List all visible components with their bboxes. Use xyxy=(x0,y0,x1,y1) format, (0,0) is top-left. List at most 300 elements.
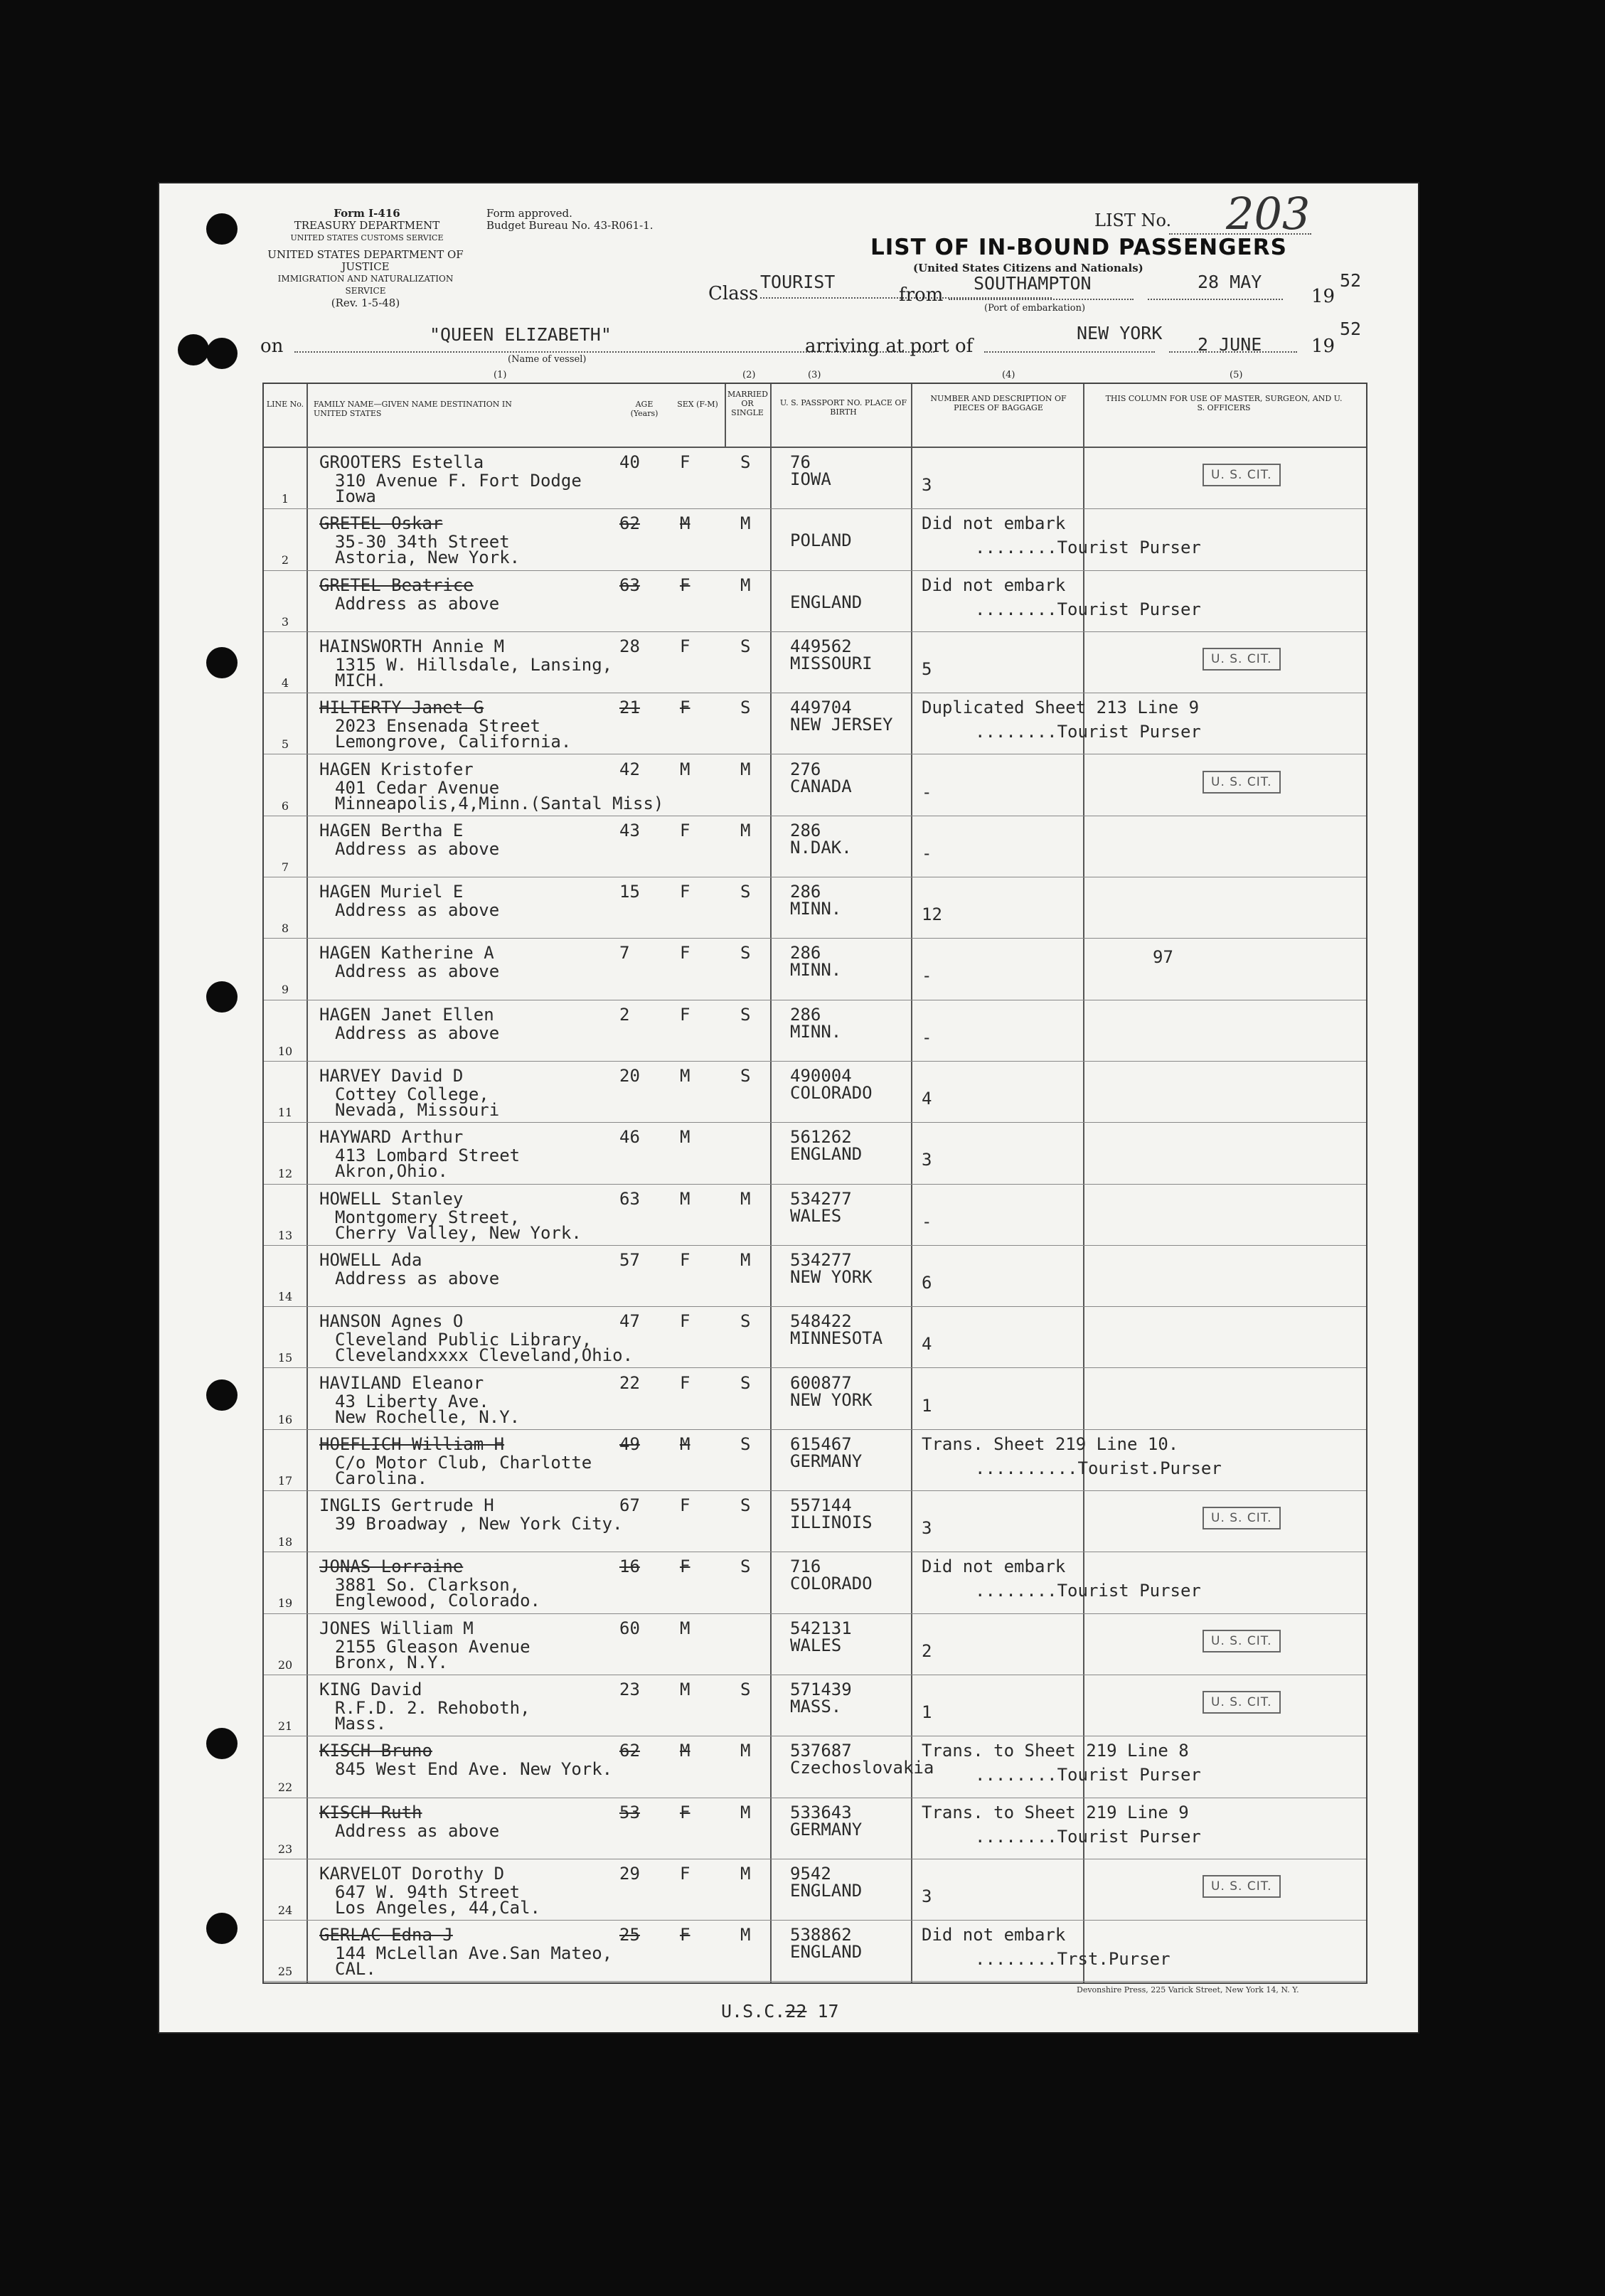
passenger-name: HAGEN Janet Ellen xyxy=(319,1004,494,1025)
place-of-birth: N.DAK. xyxy=(790,837,852,858)
marital-status: S xyxy=(740,1433,751,1454)
passenger-age: 28 xyxy=(619,636,640,656)
col-num-2: (2) xyxy=(742,370,756,380)
line-number: 19 xyxy=(277,1596,293,1611)
officer-note: ........Tourist Purser xyxy=(975,1581,1201,1601)
address-line-2: Los Angeles, 44,Cal. xyxy=(335,1897,540,1918)
passenger-name: HOEFLICH William H xyxy=(319,1433,505,1454)
address-line-2: Englewood, Colorado. xyxy=(335,1591,540,1611)
place-of-birth: COLORADO xyxy=(790,1083,873,1103)
col-header-sex: SEX (F-M) xyxy=(677,400,718,409)
table-row xyxy=(264,1491,1366,1552)
passenger-age: 62 xyxy=(619,1741,640,1761)
passenger-name: HAGEN Muriel E xyxy=(319,882,464,902)
place-of-birth: MASS. xyxy=(790,1697,842,1716)
baggage: 12 xyxy=(922,904,942,925)
passenger-sex: F xyxy=(680,882,690,902)
passenger-age: 15 xyxy=(619,882,640,902)
marital-status: S xyxy=(740,1680,751,1699)
line-number: 21 xyxy=(277,1719,293,1733)
line-number: 15 xyxy=(277,1351,293,1365)
address-line-2: CAL. xyxy=(335,1959,376,1980)
list-no-value: 203 xyxy=(1226,188,1311,240)
marital-status: S xyxy=(740,882,751,902)
passenger-sex: F xyxy=(680,1249,690,1270)
line-number: 6 xyxy=(281,799,289,813)
marital-status: M xyxy=(740,1249,751,1270)
passenger-sex: F xyxy=(680,452,690,472)
baggage: Trans. to Sheet 219 Line 9 xyxy=(922,1802,1189,1822)
table-row xyxy=(264,1307,1366,1368)
address-line-1: Address as above xyxy=(335,961,500,982)
col-header-age: AGE (Years) xyxy=(630,400,658,418)
passenger-age: 16 xyxy=(619,1557,640,1577)
depart-date: 28 MAY xyxy=(1198,272,1262,292)
passenger-age: 62 xyxy=(619,513,640,534)
col-header-passport: U. S. PASSPORT NO. PLACE OF BIRTH xyxy=(779,398,907,417)
col-header-baggage: NUMBER AND DESCRIPTION OF PIECES OF BAGGAGE xyxy=(930,394,1067,412)
address-line-1: 401 Cedar Avenue xyxy=(335,777,500,798)
passenger-sex: M xyxy=(680,1127,690,1148)
passenger-rows xyxy=(264,448,1366,1982)
passport-number: 9542 xyxy=(790,1863,831,1884)
marital-status: S xyxy=(740,1372,751,1393)
arriving-label: arriving at port of xyxy=(805,336,974,357)
passenger-sex: F xyxy=(680,1863,690,1884)
officer-note: ........Tourist Purser xyxy=(975,722,1201,742)
passenger-sex: F xyxy=(680,1495,690,1516)
address-line-1: Address as above xyxy=(335,838,500,859)
passenger-name: KISCH Ruth xyxy=(319,1802,422,1822)
marital-status: S xyxy=(740,452,751,472)
passenger-age: 7 xyxy=(619,943,630,963)
passenger-age: 63 xyxy=(619,575,640,595)
baggage: 6 xyxy=(922,1272,932,1293)
col-header-married: MARRIED OR SINGLE xyxy=(727,390,768,417)
page-subtitle: (United States Citizens and Nationals) xyxy=(913,262,1143,274)
col-num-4: (4) xyxy=(1002,370,1015,380)
marital-status: M xyxy=(740,1188,751,1209)
address-line-1: 1315 W. Hillsdale, Lansing, xyxy=(335,654,613,675)
passenger-age: 47 xyxy=(619,1311,640,1332)
passenger-age: 23 xyxy=(619,1680,640,1699)
passport-number: 716 xyxy=(790,1557,821,1577)
passport-number: 534277 xyxy=(790,1188,852,1209)
marital-status: S xyxy=(740,1311,751,1332)
passenger-name: HOWELL Ada xyxy=(319,1249,422,1270)
passenger-name: HAVILAND Eleanor xyxy=(319,1372,484,1393)
col-num-3: (3) xyxy=(808,370,821,380)
passenger-name: HAGEN Bertha E xyxy=(319,820,464,840)
place-of-birth: MINNESOTA xyxy=(790,1328,883,1349)
officer-note: ........Trst.Purser xyxy=(975,1949,1171,1970)
line-number: 3 xyxy=(281,614,289,629)
passenger-age: 22 xyxy=(619,1372,640,1393)
passenger-sex: M xyxy=(680,1680,690,1699)
place-of-birth: COLORADO xyxy=(790,1574,873,1594)
table-row xyxy=(264,1185,1366,1246)
marital-status: S xyxy=(740,943,751,963)
us-citizen-stamp: U. S. CIT. xyxy=(1203,1507,1281,1529)
table-row xyxy=(264,571,1366,632)
address-line-2: Clevelandxxxx Cleveland,Ohio. xyxy=(335,1345,634,1366)
passenger-sex: F xyxy=(680,943,690,963)
line-number: 22 xyxy=(277,1780,293,1795)
address-line-2: Cherry Valley, New York. xyxy=(335,1222,582,1243)
marital-status: M xyxy=(740,1802,751,1822)
passenger-age: 25 xyxy=(619,1925,640,1945)
place-of-birth: ENGLAND xyxy=(790,1144,863,1165)
address-line-1: 2155 Gleason Avenue xyxy=(335,1636,530,1657)
depart-year-prefix: 19 xyxy=(1311,286,1335,307)
passenger-name: JONAS Lorraine xyxy=(319,1557,464,1577)
form-header-treasury: Form I-416 TREASURY DEPARTMENT UNITED STATES CUSTOMS SERVICE xyxy=(290,207,444,242)
on-label: on xyxy=(260,336,284,357)
address-line-1: 43 Liberty Ave. xyxy=(335,1391,489,1411)
passenger-table xyxy=(262,383,1367,1984)
baggage: Did not embark xyxy=(922,575,1066,595)
passenger-sex: M xyxy=(680,759,690,779)
baggage: - xyxy=(922,781,932,802)
baggage: 1 xyxy=(922,1702,932,1722)
line-number: 23 xyxy=(277,1842,293,1856)
passenger-name: GROOTERS Estella xyxy=(319,452,484,472)
address-line-2: Lemongrove, California. xyxy=(335,732,572,752)
passenger-name: HAINSWORTH Annie M xyxy=(319,636,505,656)
baggage: 5 xyxy=(922,658,932,679)
passport-number: 533643 xyxy=(790,1802,852,1822)
address-line-1: C/o Motor Club, Charlotte xyxy=(335,1452,592,1473)
passport-number: 537687 xyxy=(790,1741,852,1761)
passenger-sex: F xyxy=(680,1557,690,1577)
address-line-1: 35-30 34th Street xyxy=(335,532,510,552)
us-citizen-stamp: U. S. CIT. xyxy=(1203,1630,1281,1652)
table-row xyxy=(264,693,1366,754)
passport-number: 542131 xyxy=(790,1618,852,1638)
address-line-2: Nevada, Missouri xyxy=(335,1100,500,1120)
table-row xyxy=(264,1000,1366,1062)
passenger-sex: M xyxy=(680,513,690,534)
passenger-age: 2 xyxy=(619,1004,630,1025)
passport-number: 449562 xyxy=(790,636,852,656)
place-of-birth: MINN. xyxy=(790,1021,842,1042)
baggage: 4 xyxy=(922,1334,932,1355)
passenger-age: 20 xyxy=(619,1066,640,1086)
place-of-birth: MISSOURI xyxy=(790,653,873,673)
address-line-1: Cottey College, xyxy=(335,1084,489,1104)
officer-note: ........Tourist Purser xyxy=(975,599,1201,619)
line-number: 18 xyxy=(277,1535,293,1549)
place-of-birth: ENGLAND xyxy=(790,1880,863,1901)
place-of-birth: WALES xyxy=(790,1635,842,1655)
baggage: Did not embark xyxy=(922,1925,1066,1945)
passport-number: 286 xyxy=(790,1004,821,1025)
passenger-name: GERLAC Edna J xyxy=(319,1925,453,1945)
address-line-2: Bronx, N.Y. xyxy=(335,1652,448,1672)
address-line-1: Address as above xyxy=(335,1268,500,1288)
marital-status: M xyxy=(740,1925,751,1945)
table-row xyxy=(264,816,1366,877)
table-row xyxy=(264,1552,1366,1613)
us-citizen-stamp: U. S. CIT. xyxy=(1203,648,1281,671)
baggage: 3 xyxy=(922,1886,932,1906)
baggage: Trans. Sheet 219 Line 10. xyxy=(922,1433,1179,1454)
marital-status: S xyxy=(740,1557,751,1577)
line-number: 5 xyxy=(281,737,289,752)
passport-number: 534277 xyxy=(790,1249,852,1270)
from-label: from xyxy=(899,284,944,306)
footer-usc-number: 17 xyxy=(817,2001,839,2022)
address-line-2: Minneapolis,4,Minn.(Santal Miss) xyxy=(335,793,664,813)
address-line-1: Address as above xyxy=(335,900,500,921)
passenger-name: HAGEN Kristofer xyxy=(319,759,474,779)
line-number: 14 xyxy=(277,1289,293,1303)
col-num-1: (1) xyxy=(494,370,507,380)
officer-note: ..........Tourist.Purser xyxy=(975,1458,1222,1478)
place-of-birth: NEW YORK xyxy=(790,1389,873,1410)
passenger-sex: F xyxy=(680,1925,690,1945)
table-row xyxy=(264,939,1366,1000)
table-row xyxy=(264,1798,1366,1859)
address-line-2: Akron,Ohio. xyxy=(335,1161,448,1182)
address-line-2: MICH. xyxy=(335,670,387,690)
binder-hole xyxy=(206,647,238,678)
passport-number: 490004 xyxy=(790,1066,852,1086)
address-line-1: 2023 Ensenada Street xyxy=(335,716,540,737)
address-line-1: 3881 So. Clarkson, xyxy=(335,1575,521,1596)
line-number: 7 xyxy=(281,860,289,874)
line-number: 20 xyxy=(277,1657,293,1672)
arrival-year: 52 xyxy=(1340,319,1362,339)
officer-note: 97 xyxy=(1153,947,1173,968)
passenger-age: 40 xyxy=(619,452,640,472)
marital-status: M xyxy=(740,759,751,779)
us-citizen-stamp: U. S. CIT. xyxy=(1203,1691,1281,1714)
binder-hole xyxy=(206,1728,238,1759)
baggage: - xyxy=(922,1027,932,1047)
place-of-birth: IOWA xyxy=(790,469,831,489)
line-number: 25 xyxy=(277,1965,293,1979)
address-line-1: 144 McLellan Ave.San Mateo, xyxy=(335,1943,613,1964)
marital-status: S xyxy=(740,1004,751,1025)
passport-number: 449704 xyxy=(790,698,852,718)
baggage: 3 xyxy=(922,1518,932,1539)
form-header-justice: UNITED STATES DEPARTMENT OF JUSTICE IMMIGRATION AND NATURALIZATION SERVICE (Rev. 1-5-48) xyxy=(267,248,464,309)
passport-number: 538862 xyxy=(790,1925,852,1945)
address-line-2: Mass. xyxy=(335,1714,387,1734)
passport-number: 561262 xyxy=(790,1127,852,1148)
line-number: 13 xyxy=(277,1228,293,1242)
port-caption: (Port of embarkation) xyxy=(984,303,1086,314)
passenger-name: GRETEL Oskar xyxy=(319,513,443,534)
passenger-sex: F xyxy=(680,698,690,718)
binder-hole xyxy=(178,334,209,365)
row-rule xyxy=(264,1981,1366,1982)
passenger-sex: M xyxy=(680,1066,690,1086)
manifest-sheet xyxy=(159,183,1418,2032)
passenger-sex: F xyxy=(680,1311,690,1332)
passenger-sex: F xyxy=(680,1802,690,1822)
marital-status: M xyxy=(740,820,751,840)
table-row xyxy=(264,1123,1366,1184)
table-row xyxy=(264,1369,1366,1430)
depart-year: 52 xyxy=(1340,270,1362,291)
passenger-name: HOWELL Stanley xyxy=(319,1188,464,1209)
passenger-age: 67 xyxy=(619,1495,640,1516)
table-row xyxy=(264,1430,1366,1491)
address-line-1: 39 Broadway , New York City. xyxy=(335,1514,623,1534)
arrival-year-prefix: 19 xyxy=(1311,336,1335,357)
address-line-1: Montgomery Street, xyxy=(335,1207,521,1227)
table-row xyxy=(264,1675,1366,1736)
from-underline xyxy=(949,299,1134,300)
baggage: 3 xyxy=(922,475,932,495)
passenger-name: KISCH Bruno xyxy=(319,1741,432,1761)
passenger-sex: F xyxy=(680,575,690,595)
table-row xyxy=(264,755,1366,816)
line-number: 4 xyxy=(281,676,289,690)
vessel-caption: (Name of vessel) xyxy=(508,354,587,365)
table-row xyxy=(264,1921,1366,1982)
depart-date-underline xyxy=(1148,299,1283,300)
us-citizen-stamp: U. S. CIT. xyxy=(1203,464,1281,486)
passenger-age: 49 xyxy=(619,1433,640,1454)
baggage: - xyxy=(922,843,932,863)
table-row xyxy=(264,448,1366,509)
line-number: 8 xyxy=(281,922,289,936)
marital-status: S xyxy=(740,698,751,718)
table-row xyxy=(264,1736,1366,1798)
passport-number: 76 xyxy=(790,452,811,472)
address-line-1: R.F.D. 2. Rehoboth, xyxy=(335,1698,530,1718)
table-row xyxy=(264,1614,1366,1675)
line-number: 1 xyxy=(281,492,289,506)
list-no-label: LIST No. xyxy=(1094,210,1172,230)
us-citizen-stamp: U. S. CIT. xyxy=(1203,771,1281,794)
passenger-sex: M xyxy=(680,1433,690,1454)
page-title: LIST OF IN-BOUND PASSENGERS xyxy=(870,235,1287,260)
line-number: 12 xyxy=(277,1167,293,1181)
place-of-birth: GERMANY xyxy=(790,1819,863,1840)
baggage: 3 xyxy=(922,1150,932,1170)
vessel-name: "QUEEN ELIZABETH" xyxy=(430,324,612,345)
passenger-age: 63 xyxy=(619,1188,640,1209)
binder-hole xyxy=(206,213,238,245)
baggage: Trans. to Sheet 219 Line 8 xyxy=(922,1741,1189,1761)
passenger-name: JONES William M xyxy=(319,1618,474,1638)
arrival-port: NEW YORK xyxy=(1077,323,1163,343)
passport-number: 276 xyxy=(790,759,821,779)
passenger-age: 53 xyxy=(619,1802,640,1822)
place-of-birth: MINN. xyxy=(790,899,842,919)
col-num-5: (5) xyxy=(1230,370,1243,380)
table-row xyxy=(264,509,1366,570)
baggage: Duplicated Sheet 213 Line 9 xyxy=(922,698,1200,718)
passenger-name: KING David xyxy=(319,1680,422,1699)
address-line-1: Cleveland Public Library, xyxy=(335,1330,592,1350)
line-number: 11 xyxy=(277,1106,293,1119)
passport-number: 286 xyxy=(790,943,821,963)
officer-note: ........Tourist Purser xyxy=(975,538,1201,558)
passport-number: 571439 xyxy=(790,1680,852,1699)
address-line-1: Address as above xyxy=(335,593,500,614)
marital-status: M xyxy=(740,1741,751,1761)
arrival-port-underline xyxy=(984,351,1155,353)
table-row xyxy=(264,1246,1366,1307)
passenger-sex: M xyxy=(680,1741,690,1761)
baggage: Did not embark xyxy=(922,1557,1066,1577)
table-row xyxy=(264,1062,1366,1123)
binder-hole xyxy=(206,338,238,369)
col-header-line-no: LINE No. xyxy=(266,400,304,409)
passport-number: 600877 xyxy=(790,1372,852,1393)
place-of-birth: ENGLAND xyxy=(790,592,863,612)
binder-hole xyxy=(206,1913,238,1944)
passenger-sex: M xyxy=(680,1188,690,1209)
passenger-age: 60 xyxy=(619,1618,640,1638)
passport-number: 286 xyxy=(790,820,821,840)
col-header-name: FAMILY NAME—GIVEN NAME DESTINATION IN UNITED STATES xyxy=(314,400,512,418)
place-of-birth: NEW JERSEY xyxy=(790,715,893,735)
line-number: 17 xyxy=(277,1473,293,1488)
passenger-age: 57 xyxy=(619,1249,640,1270)
arrival-date-underline xyxy=(1169,351,1297,353)
passport-number: 615467 xyxy=(790,1433,852,1454)
passenger-sex: F xyxy=(680,1004,690,1025)
place-of-birth: Czechoslovakia xyxy=(790,1758,934,1778)
passenger-age: 46 xyxy=(619,1127,640,1148)
passenger-age: 43 xyxy=(619,820,640,840)
passenger-sex: M xyxy=(680,1618,690,1638)
address-line-2: Astoria, New York. xyxy=(335,548,521,568)
marital-status: M xyxy=(740,575,751,595)
marital-status: S xyxy=(740,1066,751,1086)
line-number: 10 xyxy=(277,1044,293,1058)
address-line-1: 413 Lombard Street xyxy=(335,1146,521,1166)
passenger-name: KARVELOT Dorothy D xyxy=(319,1863,505,1884)
line-number: 2 xyxy=(281,553,289,567)
us-citizen-stamp: U. S. CIT. xyxy=(1203,1875,1281,1898)
baggage: 4 xyxy=(922,1089,932,1109)
address-line-1: Address as above xyxy=(335,1820,500,1841)
class-label: Class xyxy=(708,283,759,304)
place-of-birth: CANADA xyxy=(790,776,852,796)
from-value: SOUTHAMPTON xyxy=(974,273,1092,294)
address-line-1: Address as above xyxy=(335,1022,500,1043)
place-of-birth: NEW YORK xyxy=(790,1266,873,1287)
binder-hole xyxy=(206,1379,238,1411)
line-number: 24 xyxy=(277,1903,293,1917)
marital-status: M xyxy=(740,513,751,534)
place-of-birth: POLAND xyxy=(790,530,852,551)
passenger-sex: F xyxy=(680,820,690,840)
passport-number: 548422 xyxy=(790,1311,852,1332)
marital-status: S xyxy=(740,636,751,656)
officer-note: ........Tourist Purser xyxy=(975,1826,1201,1847)
officer-note: ........Tourist Purser xyxy=(975,1765,1201,1785)
passenger-age: 29 xyxy=(619,1863,640,1884)
table-row xyxy=(264,632,1366,693)
form-approval: Form approved. Budget Bureau No. 43-R061-1. xyxy=(486,207,654,232)
footer-usc-label: U.S.C. xyxy=(721,2001,786,2022)
address-line-2: Carolina. xyxy=(335,1468,428,1488)
place-of-birth: WALES xyxy=(790,1205,842,1226)
footer-usc xyxy=(721,2001,839,2022)
arrival-date: 2 JUNE xyxy=(1198,334,1262,355)
passenger-sex: F xyxy=(680,1372,690,1393)
class-value: TOURIST xyxy=(760,272,836,292)
passenger-sex: F xyxy=(680,636,690,656)
